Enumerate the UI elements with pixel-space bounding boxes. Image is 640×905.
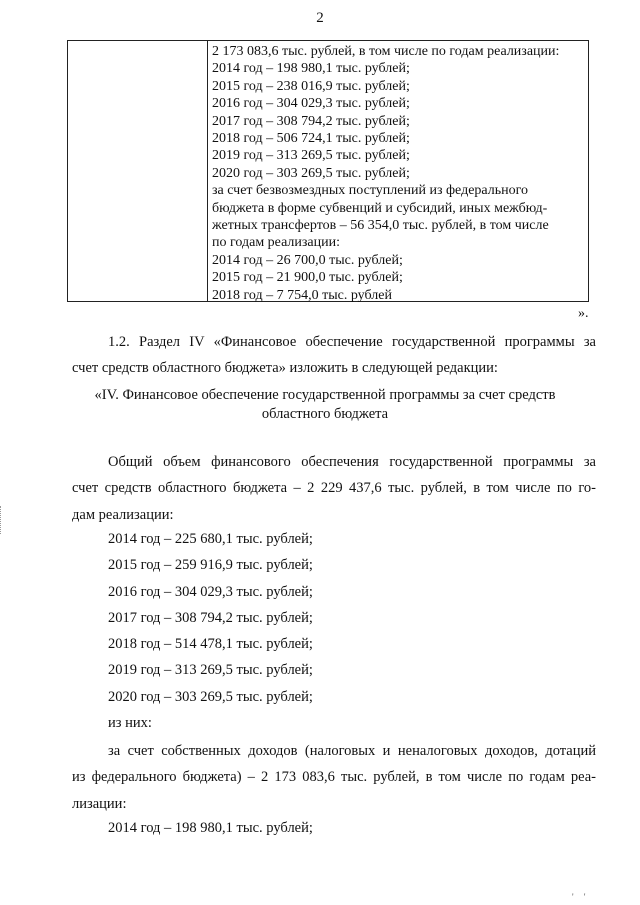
scan-margin-mark — [0, 506, 4, 534]
total-line-3: дам реализации: — [72, 507, 174, 523]
clause-line-2: счет средств областного бюджета» изложить в следующей редакции: — [72, 360, 498, 376]
total-year-item: 2014 год – 225 680,1 тыс. рублей; — [108, 531, 313, 547]
own-income-line-1: за счет собственных доходов (налоговых и неналоговых доходов, дотаций — [108, 743, 596, 759]
table-federal-year-line: 2014 год – 26 700,0 тыс. рублей; — [212, 252, 403, 268]
table-column-divider — [207, 41, 208, 301]
total-year-item: 2015 год – 259 916,9 тыс. рублей; — [108, 557, 313, 573]
table-federal-year-line: 2015 год – 21 900,0 тыс. рублей; — [212, 270, 403, 286]
corner-mark: ' ' — [572, 892, 590, 902]
table-year-line: 2016 год – 304 029,3 тыс. рублей; — [212, 96, 410, 112]
table-year-line: 2014 год – 198 980,1 тыс. рублей; — [212, 61, 410, 77]
section-heading-line-2: областного бюджета — [261, 406, 389, 422]
total-line-1: Общий объем финансового обеспечения государственной программы за — [108, 454, 596, 470]
total-year-item: 2019 год – 313 269,5 тыс. рублей; — [108, 662, 313, 678]
table-year-line: 2019 год – 313 269,5 тыс. рублей; — [212, 148, 410, 164]
table-year-line: 2020 год – 303 269,5 тыс. рублей; — [212, 165, 410, 181]
own-year-item: 2014 год – 198 980,1 тыс. рублей; — [108, 820, 313, 836]
budget-table — [67, 40, 589, 302]
table-federal-line: бюджета в форме субвенций и субсидий, иных межбюд- — [212, 200, 548, 216]
total-year-item: 2017 год – 308 794,2 тыс. рублей; — [108, 610, 313, 626]
clause-line-1: 1.2. Раздел IV «Финансовое обеспечение государственной программы за — [108, 334, 596, 350]
total-year-item: 2016 год – 304 029,3 тыс. рублей; — [108, 584, 313, 600]
table-year-line: 2015 год – 238 016,9 тыс. рублей; — [212, 78, 410, 94]
of-them-label: из них: — [108, 715, 152, 731]
own-income-line-3: лизации: — [72, 796, 127, 812]
table-cell-financing — [212, 43, 586, 304]
section-heading-line-1: «IV. Финансовое обеспечение государственной программы за счет средств — [94, 387, 556, 403]
table-federal-line: жетных трансфертов – 56 354,0 тыс. рублей, в том числе — [212, 218, 549, 234]
table-year-line: 2017 год – 308 794,2 тыс. рублей; — [212, 113, 410, 129]
total-year-item: 2020 год – 303 269,5 тыс. рублей; — [108, 689, 313, 705]
quote-close: ». — [578, 306, 589, 321]
table-federal-line: за счет безвозмездных поступлений из федерального — [212, 183, 529, 199]
table-federal-year-line: 2018 год – 7 754,0 тыс. рублей — [212, 287, 392, 303]
table-federal-line: по годам реализации: — [212, 235, 340, 251]
total-line-2: счет средств областного бюджета – 2 229 437,6 тыс. рублей, в том числе по го- — [72, 480, 596, 496]
own-income-line-2: из федерального бюджета) – 2 173 083,6 тыс. рублей, в том числе по годам реа- — [72, 769, 596, 785]
total-year-item: 2018 год – 514 478,1 тыс. рублей; — [108, 636, 313, 652]
table-year-line: 2018 год – 506 724,1 тыс. рублей; — [212, 131, 410, 147]
table-line: 2 173 083,6 тыс. рублей, в том числе по годам реализации: — [212, 44, 560, 59]
page-number: 2 — [316, 10, 324, 26]
